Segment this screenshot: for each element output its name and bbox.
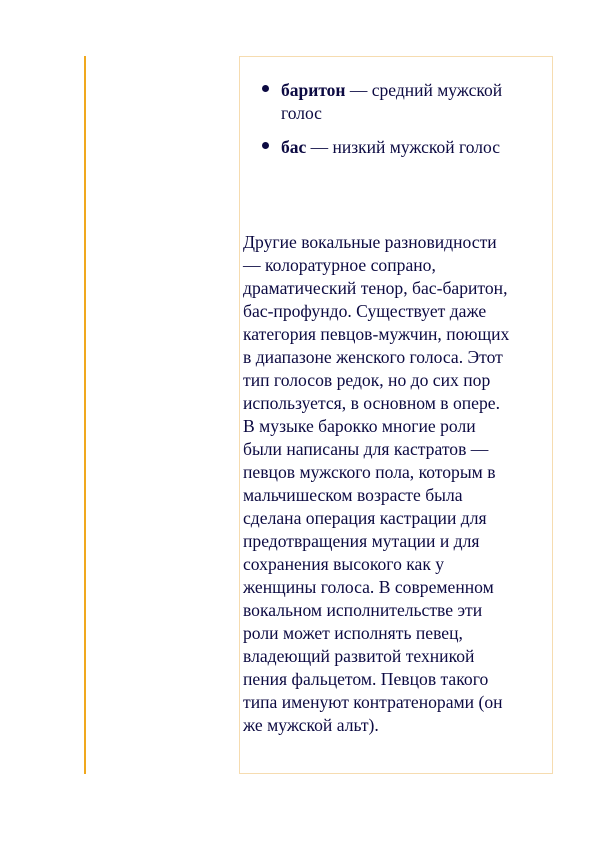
bullet-term: бас bbox=[281, 137, 307, 157]
left-margin-rule bbox=[84, 56, 86, 774]
text-frame bbox=[239, 56, 553, 774]
bullet-description: — средний мужской голос bbox=[281, 80, 503, 123]
bullet-icon bbox=[262, 85, 269, 92]
bullet-description: — низкий мужской голос bbox=[306, 137, 500, 157]
body-paragraph: Другие вокальные разновидности — колоратурное сопрано, драматический тенор, бас-баритон, бас-профундо. Существует даже категория певцов-мужчин, поющих в диапазоне женского голоса. Этот тип голосов редок, но до сих пор используется, в основном в опере. В музыке барокко многие роли были написаны для кастратов — певцов мужского пола, которым в мальчишеском возрасте была сделана операция кастрации для предотвращения мутации и для сохранения высокого как у женщины голоса. В современном вокальном исполнительстве эти роли может исполнять певец, владеющий развитой техникой пения фальцетом. Певцов такого типа именуют контратенорами (он же мужской альт). bbox=[243, 232, 510, 735]
bullet-icon bbox=[262, 142, 269, 149]
voice-type-list bbox=[262, 79, 540, 170]
list-item-bass bbox=[262, 136, 540, 159]
bullet-term: баритон bbox=[281, 80, 346, 100]
list-item-baritone bbox=[262, 79, 540, 125]
